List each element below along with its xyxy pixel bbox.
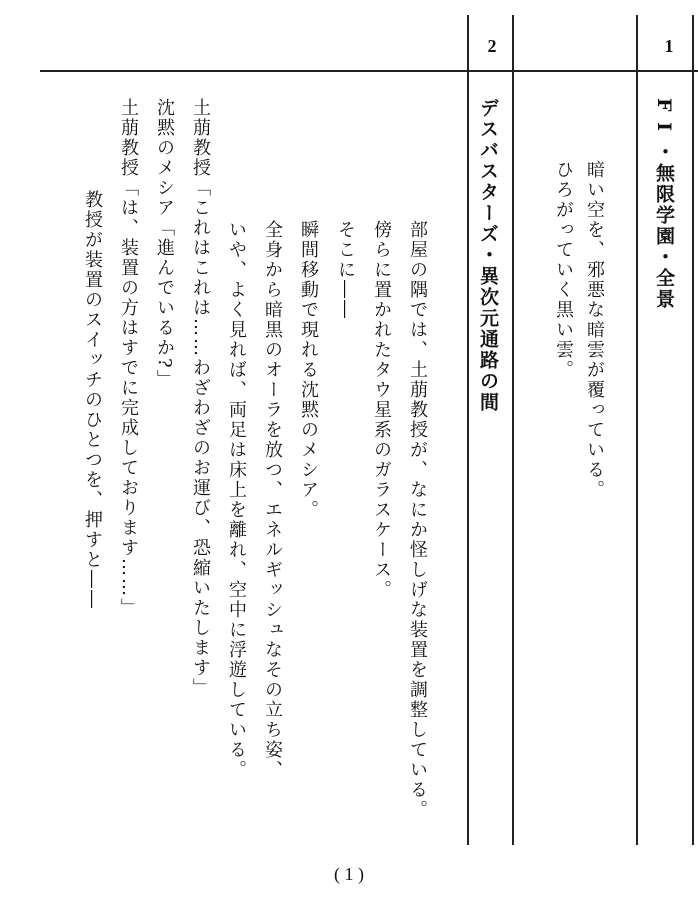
script-line: そこに―― bbox=[335, 220, 356, 320]
script-line: 傍らに置かれたタウ星系のガラスケース。 bbox=[371, 220, 392, 600]
scene-number: 2 bbox=[487, 36, 497, 56]
column-rule bbox=[692, 15, 694, 845]
script-line: 部屋の隅では、土萠教授が、なにか怪しげな装置を調整している。 bbox=[407, 220, 428, 820]
script-line: 土萠教授「これはこれは……わざわざのお運び、恐縮いたします」 bbox=[190, 98, 211, 698]
scene-number: 1 bbox=[664, 36, 674, 56]
column-rule bbox=[512, 15, 514, 845]
script-line: 沈黙のメシア「進んでいるか?」 bbox=[154, 98, 175, 390]
scene-heading: デスバスターズ・異次元通路の間 bbox=[477, 98, 499, 413]
column-rule bbox=[467, 15, 469, 845]
script-line: 教授が装置のスイッチのひとつを、押すと―― bbox=[82, 190, 103, 610]
scene-heading: F I ・無限学園・全景 bbox=[653, 98, 675, 310]
script-line: 暗い空を、邪悪な暗雲が覆っている。 bbox=[584, 160, 605, 500]
script-line: ひろがっていく黒い雲。 bbox=[553, 160, 574, 380]
script-line: 全身から暗黒のオーラを放つ、エネルギッシュなその立ち姿、 bbox=[262, 220, 283, 780]
column-rule bbox=[636, 15, 638, 845]
header-rule bbox=[40, 70, 698, 72]
script-line: 瞬間移動で現れる沈黙のメシア。 bbox=[298, 220, 319, 520]
script-line: いや、よく見れば、両足は床上を離れ、空中に浮遊している。 bbox=[226, 220, 247, 780]
script-line: 土萠教授「は、装置の方はすでに完成しております……」 bbox=[118, 98, 139, 618]
page-number: ( 1 ) bbox=[334, 864, 364, 884]
